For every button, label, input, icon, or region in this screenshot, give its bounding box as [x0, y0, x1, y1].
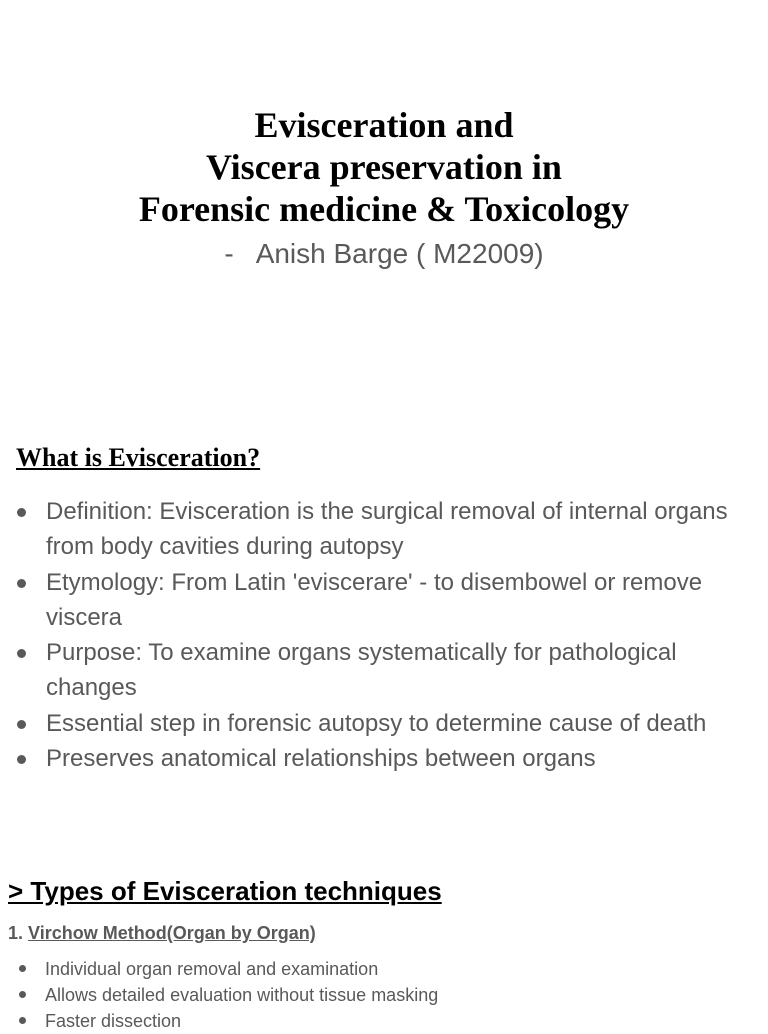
title-line-3: Forensic medicine & Toxicology — [138, 189, 630, 229]
bullet-icon — [17, 720, 26, 729]
title-line-2: Viscera preservation in — [206, 147, 562, 187]
section-heading: What is Evisceration? — [16, 443, 261, 472]
author-line — [0, 237, 768, 271]
section-heading: > Types of Evisceration techniques — [8, 876, 442, 906]
list-item — [16, 741, 760, 776]
list-item-text: Allows detailed evaluation without tissue masking — [45, 985, 439, 1005]
list-item — [8, 956, 760, 982]
author-name: Anish Barge ( M22009) — [255, 238, 544, 269]
list-item-text: Individual organ removal and examination — [45, 959, 379, 979]
section-what-is-evisceration — [16, 441, 760, 776]
definition-list — [16, 494, 760, 776]
bullet-icon — [19, 991, 26, 998]
bullet-icon — [19, 965, 26, 972]
bullet-icon — [19, 1017, 26, 1024]
title-block — [0, 104, 768, 271]
list-item — [16, 635, 760, 706]
list-item-text: Preserves anatomical relationships between organs — [46, 745, 596, 773]
list-item-text: Essential step in forensic autopsy to determine cause of death — [46, 709, 707, 737]
bullet-icon — [17, 649, 26, 658]
bullet-icon — [17, 508, 26, 517]
list-item-text: Faster dissection — [45, 1011, 182, 1031]
method-name: Virchow Method(Organ by Organ) — [28, 923, 316, 943]
list-item-text: Etymology: From Latin 'eviscerare' - to disembowel or remove viscera — [46, 568, 703, 631]
method-list — [8, 956, 760, 1034]
list-item — [8, 982, 760, 1008]
section-types — [8, 874, 760, 1034]
author-dash: - — [224, 238, 234, 269]
list-item-text: Definition: Evisceration is the surgical removal of internal organs from body cavities during autopsy — [46, 498, 728, 561]
bullet-icon — [17, 579, 26, 588]
list-item-text: Purpose: To examine organs systematically for pathological changes — [46, 639, 677, 702]
list-item — [16, 494, 760, 565]
method-number: 1. — [8, 923, 24, 943]
list-item — [16, 565, 760, 636]
title-line-1: Evisceration and — [254, 105, 514, 145]
list-item — [16, 706, 760, 741]
method-heading — [8, 921, 760, 945]
bullet-icon — [17, 755, 26, 764]
list-item — [8, 1008, 760, 1034]
